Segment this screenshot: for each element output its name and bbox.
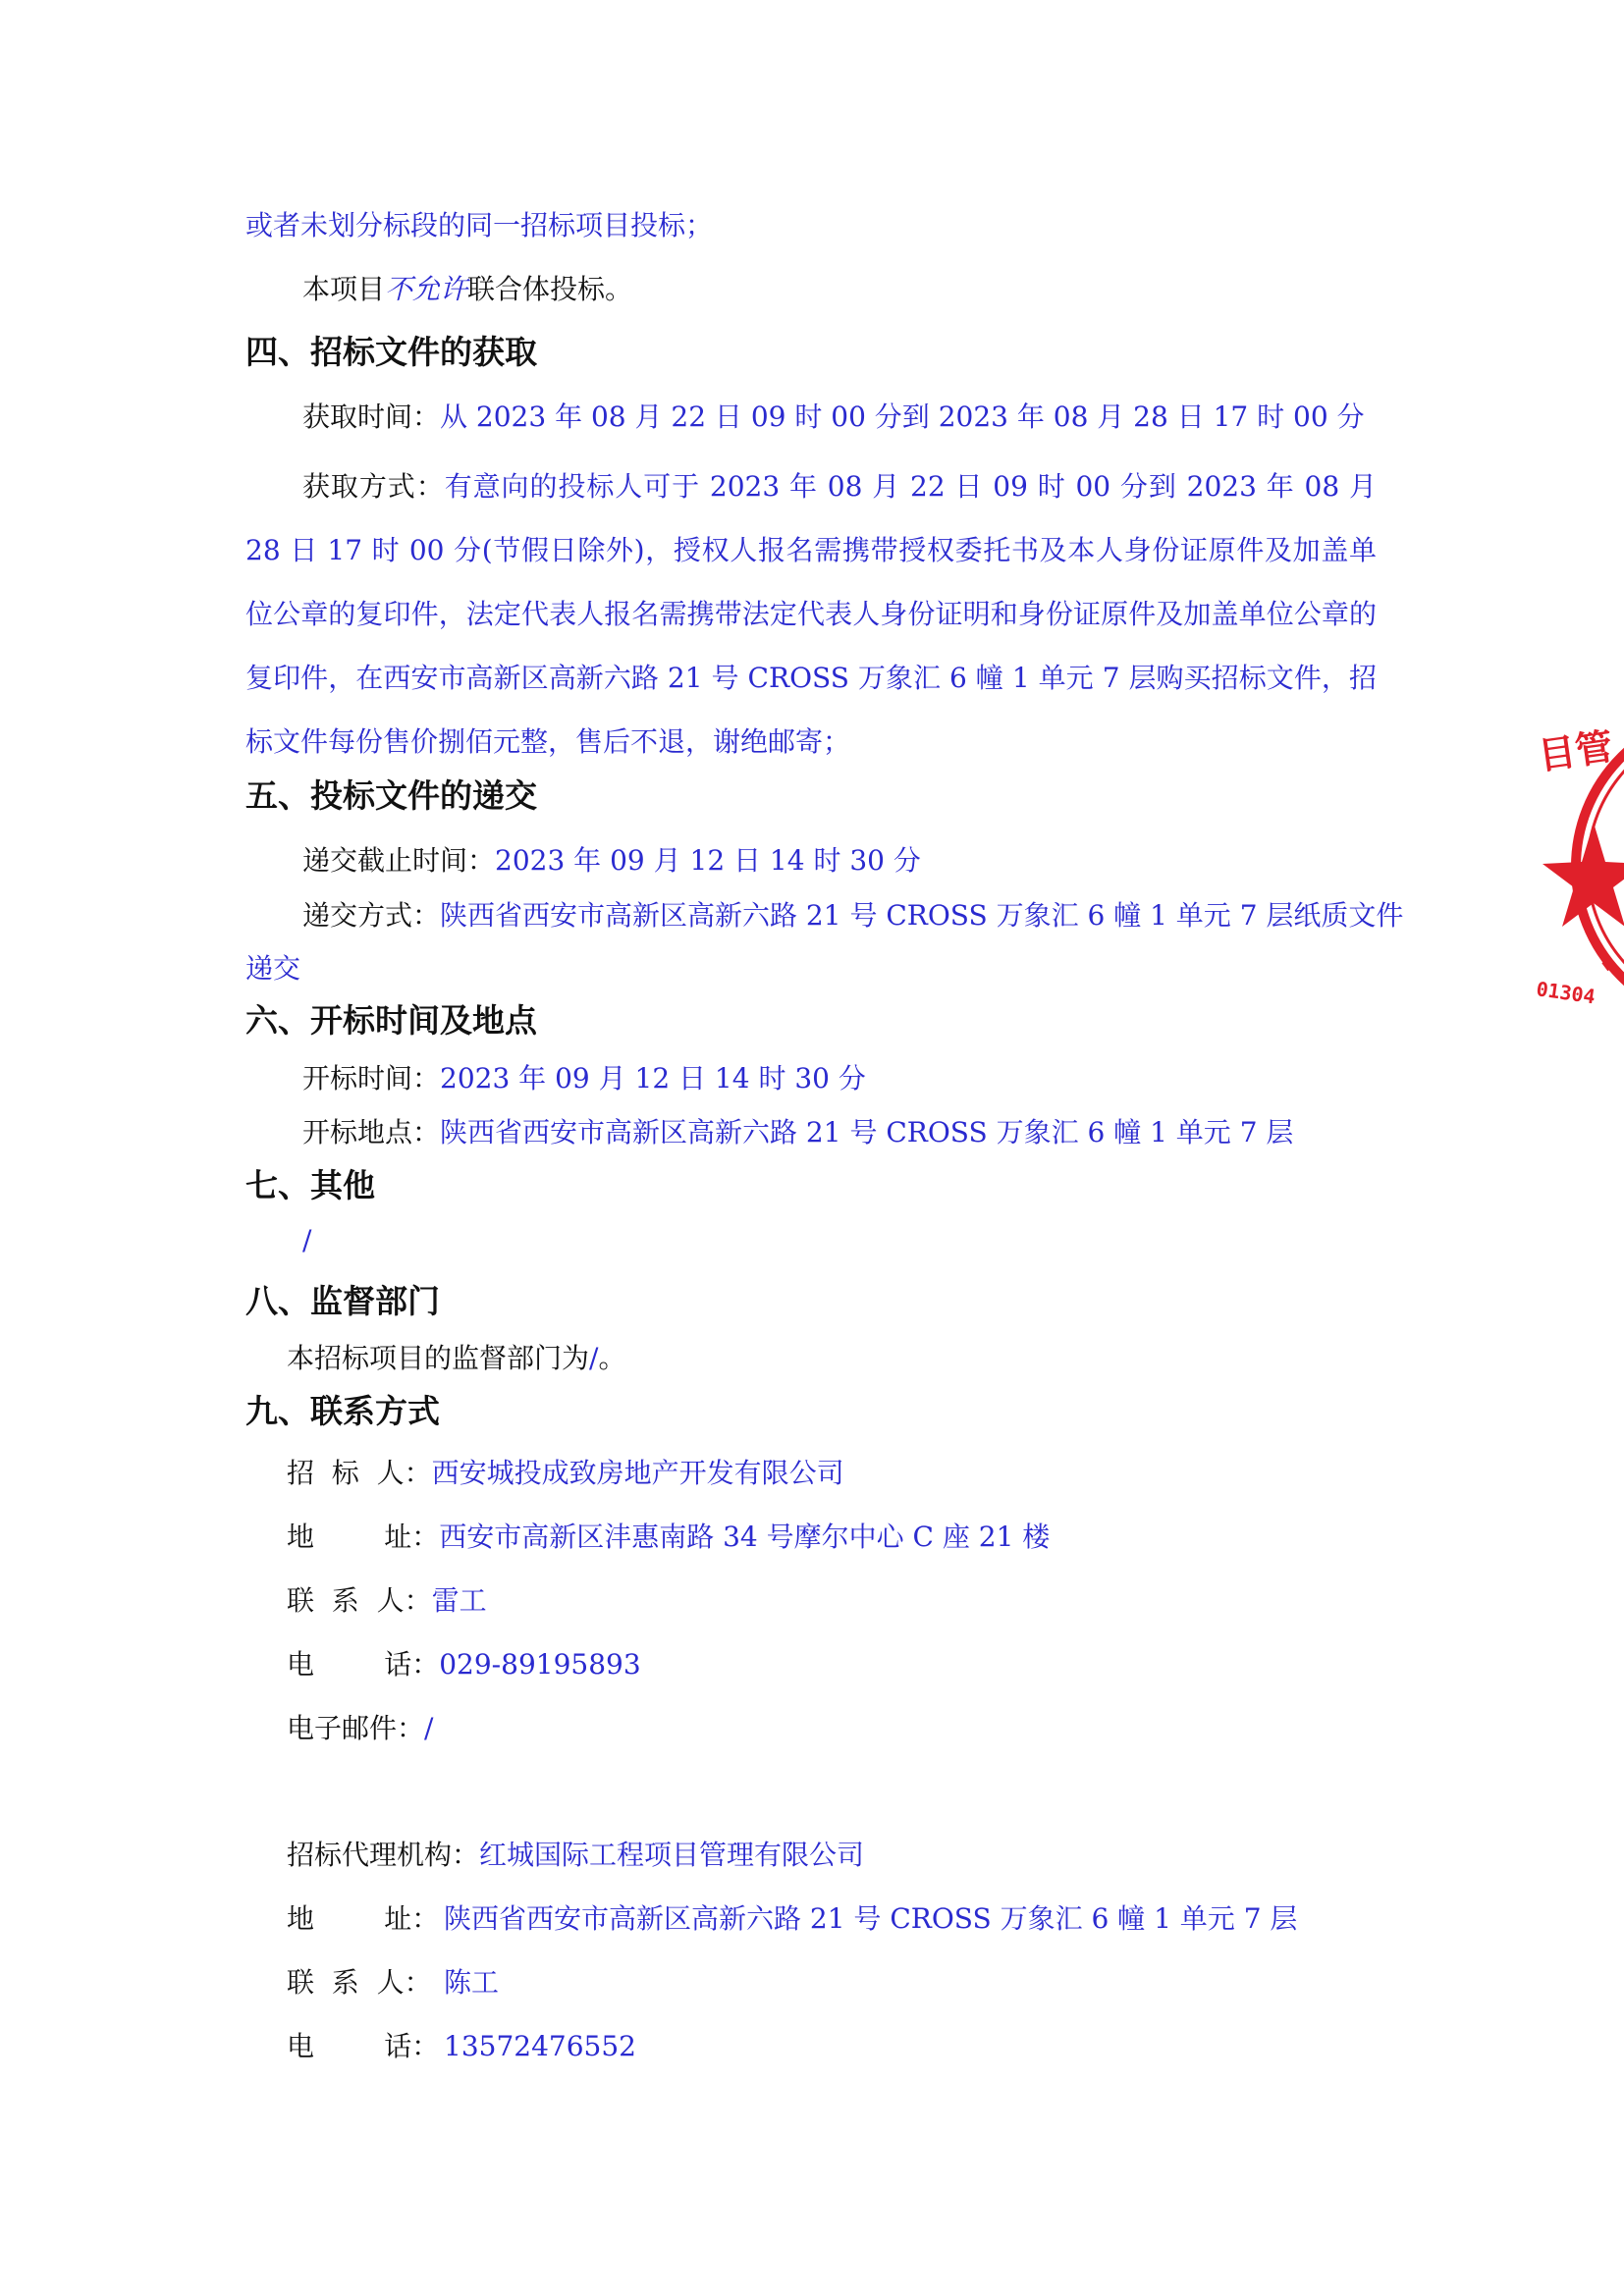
tenderer-address [287, 1518, 1050, 1557]
tenderer-name-label: 招 标 人： [287, 1457, 432, 1489]
agency-contact-value: 陈工 [444, 1966, 500, 1999]
section-5-heading: 五、投标文件的递交 [245, 776, 537, 815]
company-seal [1535, 705, 1624, 1029]
submission-deadline [302, 841, 921, 881]
tenderer-phone-value: 029-89195893 [439, 1648, 641, 1681]
section-4-heading: 四、招标文件的获取 [245, 333, 537, 371]
joint-bid-statement [302, 270, 632, 309]
tenderer-email [287, 1709, 433, 1748]
seal-top-text: 目管 [1536, 724, 1616, 778]
acquisition-method [245, 454, 1377, 774]
tenderer-name-value: 西安城投成致房地产开发有限公司 [431, 1457, 844, 1489]
agency-name-label: 招标代理机构： [287, 1839, 480, 1871]
tenderer-name [287, 1454, 844, 1493]
supervision-value: / [589, 1342, 599, 1374]
supervision-prefix: 本招标项目的监督部门为 [287, 1342, 590, 1374]
opening-time [302, 1059, 866, 1098]
submission-method-label: 递交方式： [302, 899, 441, 932]
agency-phone [287, 2027, 636, 2066]
tenderer-phone-label: 电 话： [287, 1648, 440, 1681]
tenderer-email-value: / [424, 1712, 434, 1744]
seal-graphic [1535, 705, 1624, 1029]
agency-address-label: 地 址： [287, 1902, 440, 1935]
agency-address [287, 1899, 1297, 1939]
opening-place-label: 开标地点： [302, 1116, 441, 1148]
joint-bid-prefix: 本项目 [302, 273, 386, 305]
opening-time-label: 开标时间： [302, 1062, 441, 1095]
agency-address-value: 陕西省西安市高新区高新六路 21 号 CROSS 万象汇 6 幢 1 单元 7 层 [444, 1902, 1298, 1935]
section-6-heading: 六、开标时间及地点 [245, 1001, 537, 1040]
tenderer-contact-value: 雷工 [431, 1584, 487, 1617]
supervision-statement [287, 1339, 625, 1378]
tenderer-contact [287, 1581, 487, 1621]
opening-place-value: 陕西省西安市高新区高新六路 21 号 CROSS 万象汇 6 幢 1 单元 7 层 [440, 1116, 1294, 1148]
section-9-heading: 九、联系方式 [245, 1392, 440, 1430]
tenderer-email-label: 电子邮件： [287, 1712, 425, 1744]
submission-method-continuation: 递交 [245, 952, 301, 985]
seal-number-text: 01304 [1535, 977, 1597, 1009]
agency-contact-label: 联 系 人： [287, 1966, 432, 1999]
agency-name [287, 1836, 864, 1875]
acquisition-method-value: 有意向的投标人可于 2023 年 08 月 22 日 09 时 00 分到 2023 年 08 月 28 日 17 时 00 分(节假日除外)，授权人报名需携带授权委托书及本人身份证原件及加盖单位公章的复印件，法定代表人报名需携带法定代表人身份证明和身份证原件及加盖单位公章的复印件，在西安市高新区高新六路 21 号 CROSS 万象汇 6 幢 1 单元 7 层购买招标文件，招标文件每份售价捌佰元整，售后不退，谢绝邮寄； [245, 470, 1377, 758]
submission-deadline-label: 递交截止时间： [302, 844, 496, 877]
tenderer-address-label: 地 址： [287, 1521, 440, 1553]
submission-method-value: 陕西省西安市高新区高新六路 21 号 CROSS 万象汇 6 幢 1 单元 7 层纸质文件 [440, 899, 1404, 932]
tenderer-address-value: 西安市高新区沣惠南路 34 号摩尔中心 C 座 21 楼 [439, 1521, 1051, 1553]
supervision-suffix: 。 [598, 1342, 626, 1374]
opening-place [302, 1113, 1293, 1152]
submission-deadline-value: 2023 年 09 月 12 日 14 时 30 分 [495, 844, 921, 877]
acquisition-method-label: 获取方式： [302, 470, 445, 503]
acquisition-time-label: 获取时间： [302, 400, 441, 433]
acquisition-time [302, 398, 1365, 437]
agency-phone-value: 13572476552 [444, 2030, 636, 2062]
agency-phone-label: 电 话： [287, 2030, 440, 2062]
tenderer-phone [287, 1645, 641, 1684]
other-content: / [302, 1224, 312, 1256]
tenderer-contact-label: 联 系 人： [287, 1584, 432, 1617]
opening-time-value: 2023 年 09 月 12 日 14 时 30 分 [440, 1062, 866, 1095]
joint-bid-emphasis: 不允许 [385, 273, 468, 305]
joint-bid-suffix: 联合体投标。 [467, 273, 633, 305]
section-7-heading: 七、其他 [245, 1166, 375, 1204]
submission-method [302, 896, 1403, 935]
agency-contact [287, 1963, 499, 2002]
section-8-heading: 八、监督部门 [245, 1282, 440, 1320]
agency-name-value: 红城国际工程项目管理有限公司 [479, 1839, 865, 1871]
acquisition-time-value: 从 2023 年 08 月 22 日 09 时 00 分到 2023 年 08 月 28 日 17 时 00 分 [440, 400, 1365, 433]
continuation-line: 或者未划分标段的同一招标项目投标； [245, 209, 714, 241]
